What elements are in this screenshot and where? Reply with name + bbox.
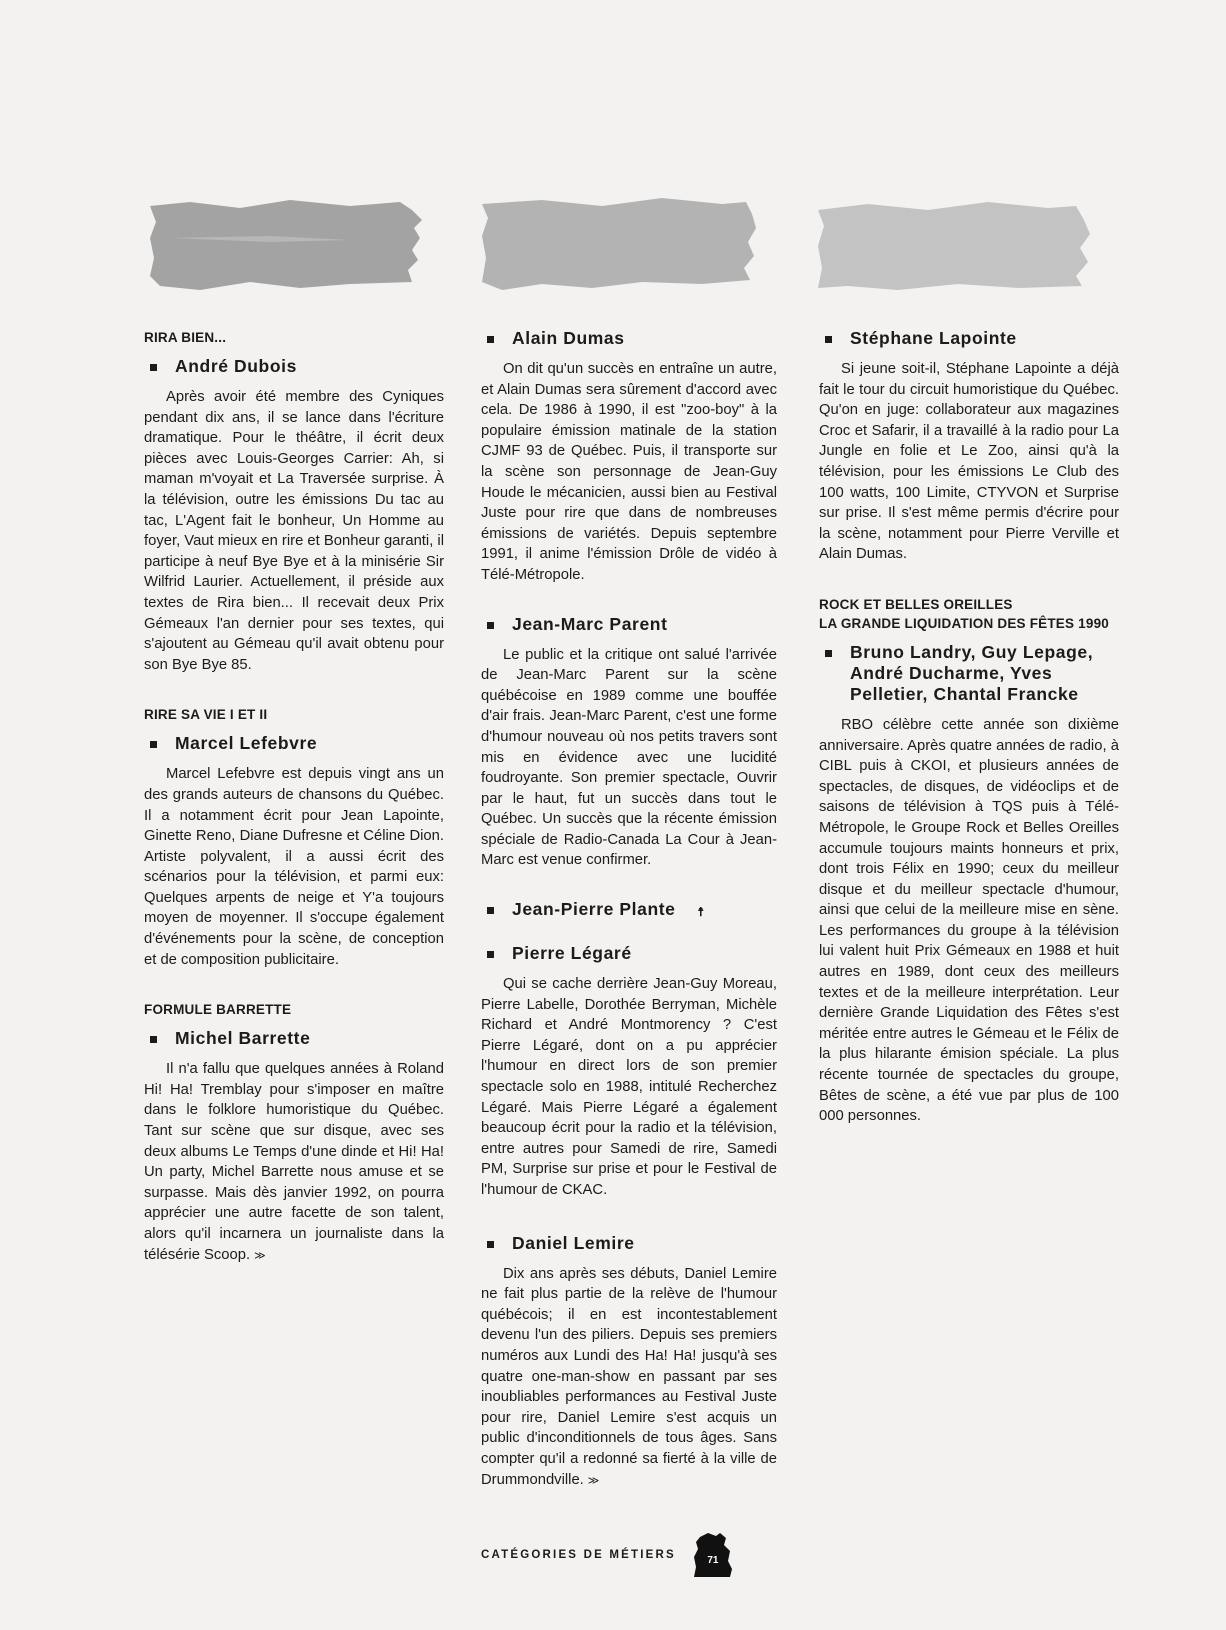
bullet-icon xyxy=(487,907,494,914)
bullet-icon xyxy=(487,336,494,343)
person-heading: Pierre Légaré xyxy=(481,943,777,964)
bio-text: Le public et la critique ont salué l'arrivée de Jean-Marc Parent sur la scène québécoise en 1989 comme une bouffée d'air frais. Jean-Marc Parent, c'est une forme d'humour nouveau où nos petits travers sont mis en évidence avec une lucidité foudroyante. Son premier spectacle, Ouvrir par le haut, fut un succès dans tout le Québec. Un succès que la récente émission spéciale de Radio-Canada La Cour à Jean-Marc est venue confirmer. xyxy=(481,646,777,869)
column-2 xyxy=(481,328,777,1491)
bio-text: On dit qu'un succès en entraîne un autre, et Alain Dumas sera sûrement d'accord avec cela. De 1986 à 1990, il est "zoo-boy" à la populaire émission matinale de la station CJMF 93 de Québec. Puis, il transporte sur la scène son personnage de Jean-Guy Houde le mécanicien, aussi bien au Festival Juste pour rire que dans de nombreuses émissions de variétés. Depuis septembre 1991, il anime l'émission Drôle de vidéo à Télé-Métropole. xyxy=(481,361,777,583)
column-3 xyxy=(819,328,1119,1127)
person-heading: André Dubois xyxy=(144,356,444,377)
footer-label: CATÉGORIES DE MÉTIERS xyxy=(481,1549,676,1561)
continue-arrow-icon: ≫ xyxy=(254,1249,264,1262)
bio-text: Qui se cache derrière Jean-Guy Moreau, Pierre Labelle, Dorothée Berryman, Michèle Richard et André Montmorency ? C'est Pierre Légaré, dont on a pu apprécier l'humour en direct lors de son premier spectacle solo en 1988, intitulé Recherchez Légaré. Mais Pierre Légaré a également beaucoup écrit pour la radio et la télévision, entre autres pour Samedi de rire, Samedi PM, Surprise sur prise et pour le Festival de l'humour de CKAC. xyxy=(481,976,777,1198)
section-marcel-lefebvre xyxy=(144,705,444,970)
section-alain-dumas xyxy=(481,328,777,586)
page-number-tab xyxy=(694,1533,732,1577)
bullet-icon xyxy=(150,1036,157,1043)
deceased-cross-icon: ☨ xyxy=(697,905,705,920)
section-andre-dubois xyxy=(144,328,444,675)
section-stephane-lapointe xyxy=(819,328,1119,565)
section-michel-barrette xyxy=(144,1000,444,1266)
continue-arrow-icon: ≫ xyxy=(587,1474,598,1487)
section-rbo xyxy=(819,595,1119,1127)
category-heading: ROCK ET BELLES OREILLES xyxy=(819,596,1013,612)
bullet-icon xyxy=(487,951,494,958)
section-jean-pierre-plante xyxy=(481,899,777,923)
bio-text: Marcel Lefebvre est depuis vingt ans un des grands auteurs de chansons du Québec. Il a notamment écrit pour Jean Lapointe, Ginette Reno, Diane Dufresne et Céline Dion. Artiste polyvalent, il a aussi écrit des scénarios pour la télévision, et parmi eux: Quelques arpents de neige et Y'a toujours moyen de moyenner. Il s'occupe également d'événements pour la scène, de conception et de composition publicitaire. xyxy=(144,766,444,968)
section-daniel-lemire xyxy=(481,1233,777,1492)
bullet-icon xyxy=(487,1241,494,1248)
person-heading: Jean-Marc Parent xyxy=(481,614,777,635)
person-heading: Michel Barrette xyxy=(144,1028,444,1049)
bio-text: Si jeune soit-il, Stéphane Lapointe a déjà fait le tour du circuit humoristique du Québec. Qu'on en juge: collaborateur aux magazines Croc et Safarir, il a travaillé à la radio pour La Jungle en folie et Le Zoo, ainsi qu'à la télévision, pour les émissions Le Club des 100 watts, 100 Limite, CTYVON et Surprise sur prise. Il s'est même permis d'écrire pour la scène, notamment pour Pierre Verville et Alain Dumas. xyxy=(819,361,1119,563)
bio-text: Il n'a fallu que quelques années à Roland Hi! Ha! Tremblay pour s'imposer en maître dans le folklore humoristique du Québec. Tant sur scène que sur disque, avec ses deux albums Le Temps d'une dinde et Hi! Ha! Un party, Michel Barrette nous amuse et se surpasse. Mais dès janvier 1992, on pourra apprécier une autre facette de son talent, alors qu'il incarnera un journaliste dans la télésérie Scoop. ≫ xyxy=(144,1061,444,1263)
person-heading: Stéphane Lapointe xyxy=(819,328,1119,349)
page-number: 71 xyxy=(707,1555,719,1566)
category-heading: RIRE SA VIE I ET II xyxy=(144,707,268,723)
category-heading: RIRA BIEN... xyxy=(144,330,227,345)
category-subheading: LA GRANDE LIQUIDATION DES FÊTES 1990 xyxy=(819,615,1109,631)
bullet-icon xyxy=(825,336,832,343)
person-heading: Marcel Lefebvre xyxy=(144,733,444,754)
person-heading: Daniel Lemire xyxy=(481,1233,777,1254)
page-footer xyxy=(481,1533,732,1577)
category-heading: FORMULE BARRETTE xyxy=(144,1002,292,1018)
section-pierre-legare xyxy=(481,943,777,1201)
bullet-icon xyxy=(150,741,157,748)
bio-text: RBO célèbre cette année son dixième anniversaire. Après quatre années de radio, à CIBL puis à CKOI, et plusieurs années de spectacles, de disques, de vidéoclips et de saisons de télévision à TQS puis à Télé-Métropole, le Groupe Rock et Belles Oreilles accumule toujours maints honneurs et prix, dont trois Félix en 1990; ceux du meilleur disque et du meilleur spectacle d'humour, ainsi que celui de la meilleure mise en sène. Les performances du groupe à la télévision lui valent huit Prix Gémeaux en 1988 et huit autres en 1989, dont ceux des meilleurs textes et de la meilleure interprétation. Leur dernière Grande Liquidation des Fêtes s'est méritée entre autres le Gémeau et le Félix de la plus hilarante émision spéciale. La plus récente tournée de spectacles du groupe, Bêtes de scène, a été vue par plus de 100 000 personnes. xyxy=(819,716,1119,1125)
person-heading: Bruno Landry, Guy Lepage, André Ducharme, Yves Pelletier, Chantal Francke xyxy=(819,642,1119,705)
bullet-icon xyxy=(825,650,832,657)
person-heading: Jean-Pierre Plante ☨ xyxy=(481,899,777,923)
brush-stroke-1 xyxy=(150,198,422,292)
section-jean-marc-parent xyxy=(481,614,777,872)
person-heading: Alain Dumas xyxy=(481,328,777,349)
bio-text: Après avoir été membre des Cyniques pendant dix ans, il se lance dans l'écriture dramatique. Pour le théâtre, il écrit deux pièces avec Louis-Georges Carrier: Ah, si maman m'voyait et La Traversée surprise. À la télévision, outre les émissions Du tac au tac, L'Agent fait le bonheur, Un Homme au foyer, Vaut mieux en rire et Bonheur garanti, il participe à neuf Bye Bye et à la minisérie Sir Wilfrid Laurier. Actuellement, il préside aux textes de Rira bien... Il recevait deux Prix Gémeaux l'an dernier pour ses textes, qui s'ajoutent au Gémeau qu'il avait obtenu pour son Bye Bye 85. xyxy=(144,389,444,673)
bio-text: Dix ans après ses débuts, Daniel Lemire ne fait plus partie de la relève de l'humour québécois; il en est incontestablement devenu l'un des piliers. Depuis ses premiers numéros aux Lundi des Ha! Ha! jusqu'à ses quatre one-man-show en passant par ses inoubliables performances au Festival Juste pour rire, Daniel Lemire s'est acquis un public d'inconditionnels de tous âges. Sans compter qu'il a redonné sa fierté à la ville de Drummondville. ≫ xyxy=(481,1265,777,1488)
bullet-icon xyxy=(487,622,494,629)
brush-stroke-2 xyxy=(482,198,756,292)
brush-stroke-3 xyxy=(818,198,1090,292)
column-1 xyxy=(144,328,444,1266)
bullet-icon xyxy=(150,364,157,371)
